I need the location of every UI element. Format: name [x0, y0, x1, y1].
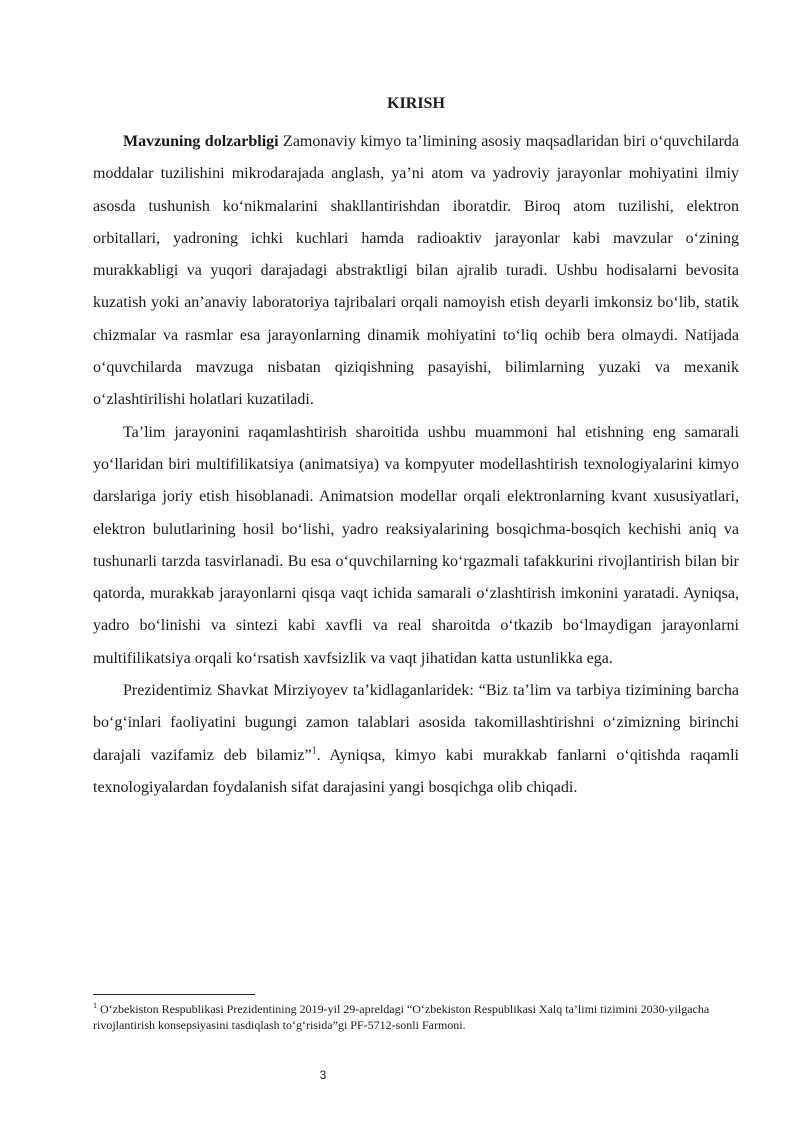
paragraph-text: Prezidentimiz Shavkat Mirziyoyev ta’kidlaganlaridek: “Biz ta’lim va tarbiya tizimining barcha bo‘g‘inlari faoliyatini bugungi zamon talablari asosida takomillashtirishni o‘zimizning birinchi darajali vazifamiz deb bilamiz”	[93, 682, 739, 764]
footnote-marker: 1	[93, 1001, 97, 1010]
paragraph-digitalization	[93, 417, 739, 675]
footnote-reference[interactable]: 1	[311, 745, 317, 757]
paragraph-text: Zamonaviy kimyo ta’limining asosiy maqsadlaridan biri o‘quvchilarda moddalar tuzilishini mikrodarajada anglash, ya’ni atom va yadroviy jarayonlar mohiyatini ilmiy asosda tushunish ko‘nikmalarini shakllantirishdan iboratdir. Biroq atom tuzilishi, elektron orbitallari, yadroning ichki kuchlari hamda radioaktiv jarayonlar kabi mavzular o‘zining murakkabligi va yuqori darajadagi abstraktligi bilan ajralib turadi. Ushbu hodisalarni bevosita kuzatish yoki an’anaviy laboratoriya tajribalari orqali namoyish etish deyarli imkonsiz bo‘lib, statik chizmalar va rasmlar esa jarayonlarning dinamik mohiyatini to‘liq ochib bera olmaydi. Natijada o‘quvchilarda mavzuga nisbatan qiziqishning pasayishi, bilimlarning yuzaki va mexanik o‘zlashtirilishi holatlari kuzatiladi.	[93, 133, 740, 409]
page-number: 3	[319, 1068, 327, 1082]
footnote-text: O‘zbekiston Respublikasi Prezidentining 2019-yil 29-apreldagi “O‘zbekiston Respublikasi Xalq ta’limi tizimini 2030-yilgacha rivojlantirish konsepsiyasini tasdiqlash to‘g‘risida”gi PF-5712-sonli Farmoni.	[93, 1002, 710, 1032]
paragraph-relevance	[93, 126, 739, 417]
paragraph-president-quote	[93, 675, 739, 804]
paragraph-text: Ta’lim jarayonini raqamlashtirish sharoitida ushbu muammoni hal etishning eng samarali yo‘llaridan biri multifilikatsiya (animatsiya) va kompyuter modellashtirish texnologiyalarini kimyo darslariga joriy etish hisoblanadi. Animatsion modellar orqali elektronlarning kvant xususiyatlari, elektron bulutlarining hosil bo‘lishi, yadro reaksiyalarining bosqichma-bosqich kechishi aniq va tushunarli tarzda tasvirlanadi. Bu esa o‘quvchilarning ko‘rgazmali tafakkurini rivojlantirish bilan bir qatorda, murakkab jarayonlarni qisqa vaqt ichida samarali o‘zlashtirish imkonini yaratadi. Ayniqsa, yadro bo‘linishi va sintezi kabi xavfli va real sharoitda o‘tkazib bo‘lmaydigan jarayonlarni multifilikatsiya orqali ko‘rsatish xavfsizlik va vaqt jihatidan katta ustunlikka ega.	[93, 423, 739, 667]
paragraph-text: . Ayniqsa, kimyo kabi murakkab fanlarni o‘qitishda raqamli texnologiyalardan foydalanish sifat darajasini yangi bosqichga olib chiqadi.	[93, 746, 739, 796]
footnote	[93, 1001, 739, 1033]
body-text	[93, 126, 739, 804]
document-page	[93, 0, 739, 1131]
section-heading: KIRISH	[387, 95, 445, 112]
footnote-divider	[93, 994, 255, 995]
paragraph-lead: Mavzuning dolzarbligi	[123, 133, 279, 150]
